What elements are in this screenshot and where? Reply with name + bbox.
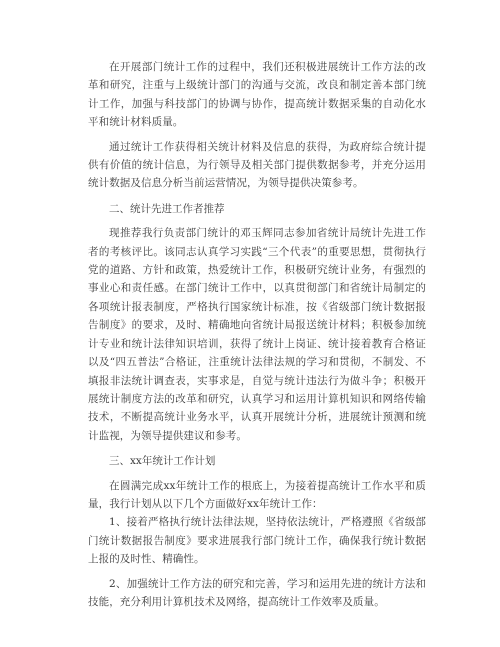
paragraph-stats-info: 通过统计工作获得相关统计材料及信息的获得，为政府综合统计提供有价值的统计信息，为行领导及相关部门提供数据参考，并充分运用统计数据及信息分析当前运营情况，为领导提供决策参考。 — [88, 140, 426, 190]
paragraph-plan-intro: 在圆满完成xx年统计工作的根底上，为接着提高统计工作水平和质量，我行计划从以下几个方面做好xx年统计工作： — [88, 479, 426, 510]
section-heading-recommendation: 二、统计先进工作者推荐 — [109, 202, 225, 215]
plan-item-2: 2、加强统计工作方法的研究和完善，学习和运用先进的统计方法和技能，充分利用计算机技术及网络，提高统计工作效率及质量。 — [88, 577, 426, 608]
section-heading-plan: 三、xx年统计工作计划 — [109, 455, 216, 468]
paragraph-stats-reform: 在开展部门统计工作的过程中，我们还积极进展统计工作方法的改革和研究，注重与上级统计部门的沟通与交流，改良和制定善本部门统计工作，加强与科技部门的协调与协作，提高统计数据采集的自动化水平和统计材料质量。 — [88, 61, 426, 129]
document-body — [88, 58, 426, 611]
plan-item-1: 1、接着严格执行统计法律法规，坚持依法统计，严格遵照《省级部门统计数据报告制度》要求进展我行部门统计工作，确保我行统计数据上报的及时性、精确性。 — [88, 516, 426, 566]
paragraph-recommendation: 现推荐我行负责部门统计的邓玉辉同志参加省统计局统计先进工作者的考核评比。该同志认真学习实践“三个代表”的重要思想，贯彻执行党的道路、方针和政策，热爱统计工作，积极研究统计业务，有强烈的事业心和责任感。在部门统计工作中，以真贯彻部门和省统计局制定的各项统计报表制度，严格执行国家统计标准，按《省级部门统计数据报告制度》的要求，及时、精确地向省统计局报送统计材料；积极参加统计专业和统计法律知识培训，获得了统计上岗证、统计接着教育合格证以及“四五普法”合格证，注重统计法律法规的学习和贯彻，不制发、不填报非法统计调查表，实事求是，自觉与统计违法行为做斗争；积极开展统计制度方法的改革和研究，认真学习和运用计算机知识和网络传输技术，不断提高统计业务水平，认真开展统计分析，进展统计预测和统计监视，为领导提供建议和参考。 — [88, 227, 426, 442]
